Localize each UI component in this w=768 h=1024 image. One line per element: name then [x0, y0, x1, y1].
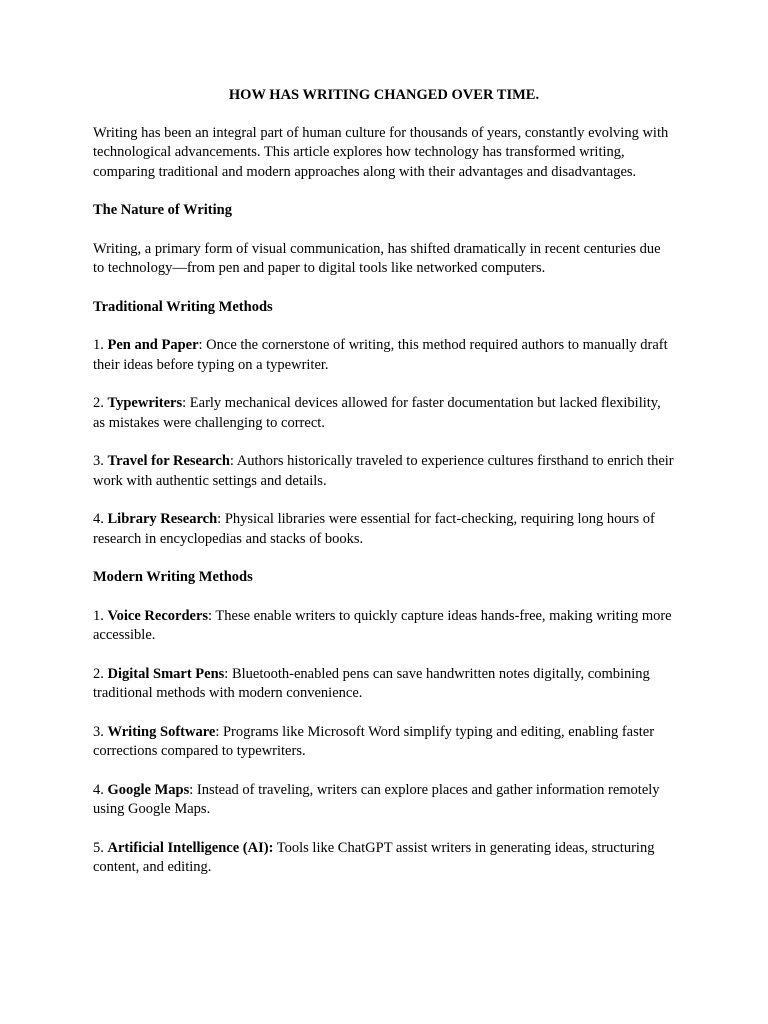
list-description: : Early mechanical devices allowed for faster documentation but lacked flexibility, as mistakes were challenging to correct. — [93, 395, 661, 431]
list-item-voice-recorders — [93, 607, 675, 646]
list-number: 3. — [93, 723, 108, 740]
list-description: : Bluetooth-enabled pens can save handwritten notes digitally, combining traditional methods with modern convenience. — [93, 665, 650, 701]
list-item-writing-software — [93, 723, 675, 762]
list-description: : Once the cornerstone of writing, this method required authors to manually draft their ideas before typing on a typewriter. — [93, 337, 668, 373]
list-item-travel-for-research — [93, 452, 675, 491]
list-term: Typewriters — [107, 395, 183, 411]
list-term: Google Maps — [107, 781, 190, 798]
list-number: 4. — [93, 781, 108, 798]
section-heading-traditional: Traditional Writing Methods — [93, 298, 273, 315]
list-description: : Instead of traveling, writers can explore places and gather information remotely using Google Maps. — [93, 781, 660, 817]
list-item-digital-smart-pens — [93, 665, 675, 704]
intro-paragraph: Writing has been an integral part of human culture for thousands of years, constantly evolving with technological advancements. This article explores how technology has transformed writing, comparing traditional and modern approaches along with their advantages and disadvantages. — [93, 124, 669, 180]
list-description: : Physical libraries were essential for fact-checking, requiring long hours of research in encyclopedias and stacks of books. — [93, 511, 655, 547]
list-number: 2. — [93, 395, 108, 411]
list-term: Writing Software — [107, 723, 216, 740]
list-description: : Programs like Microsoft Word simplify typing and editing, enabling faster corrections compared to typewriters. — [93, 723, 655, 759]
list-term: Travel for Research — [107, 453, 230, 469]
list-number: 5. — [93, 839, 108, 856]
list-number: 3. — [93, 453, 108, 469]
list-number: 1. — [93, 607, 108, 624]
section-heading-modern: Modern Writing Methods — [93, 569, 253, 585]
list-item-typewriters — [93, 394, 675, 433]
section-heading-nature: The Nature of Writing — [93, 202, 232, 218]
list-item-library-research — [93, 510, 675, 549]
nature-paragraph: Writing, a primary form of visual communication, has shifted dramatically in recent centuries due to technology—from pen and paper to digital tools like networked computers. — [93, 240, 661, 276]
list-term: Artificial Intelligence (AI): — [107, 839, 274, 856]
list-number: 4. — [93, 511, 108, 527]
list-description: : These enable writers to quickly capture ideas hands-free, making writing more accessible. — [93, 607, 672, 643]
list-number: 2. — [93, 665, 108, 682]
list-term: Voice Recorders — [107, 607, 209, 624]
list-description: : Authors historically traveled to experience cultures firsthand to enrich their work with authentic settings and details. — [93, 453, 674, 489]
list-description: Tools like ChatGPT assist writers in generating ideas, structuring content, and editing. — [93, 839, 655, 875]
document-title: HOW HAS WRITING CHANGED OVER TIME. — [228, 87, 540, 103]
list-item-google-maps — [93, 781, 675, 820]
list-number: 1. — [93, 337, 108, 353]
list-item-artificial-intelligence — [93, 839, 675, 878]
list-item-pen-and-paper — [93, 336, 675, 375]
list-term: Digital Smart Pens — [107, 665, 225, 682]
list-term: Library Research — [107, 511, 218, 527]
list-term: Pen and Paper — [107, 337, 199, 353]
